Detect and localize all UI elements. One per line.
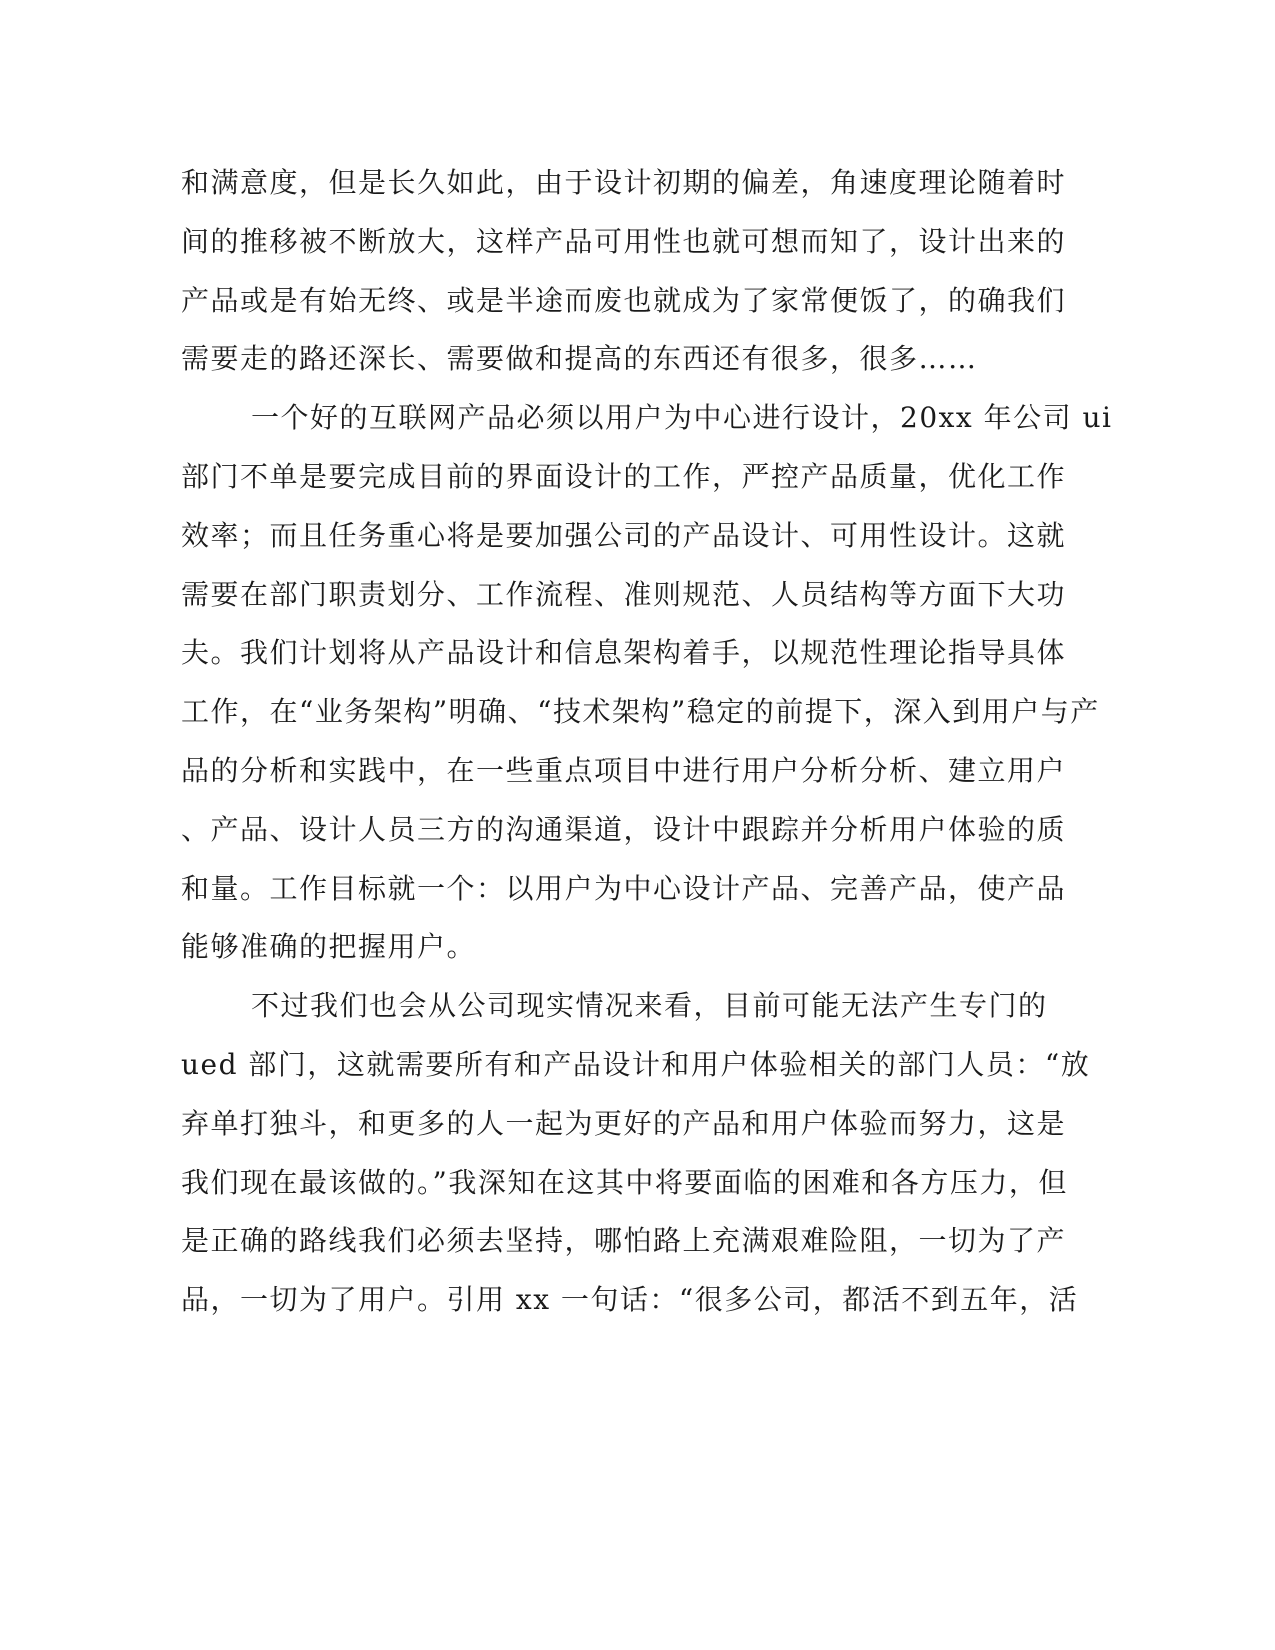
text-line: 需要在部门职责划分、工作流程、准则规范、人员结构等方面下大功 — [181, 577, 1067, 611]
text-line: 能够准确的把握用户。 — [181, 930, 477, 964]
text-line: 我们现在最该做的。”我深知在这其中将要面临的困难和各方压力，但 — [181, 1165, 1068, 1199]
text-line: 品，一切为了用户。引用 xx 一句话：“很多公司，都活不到五年，活 — [181, 1283, 1079, 1317]
text-line: ued 部门，这就需要所有和产品设计和用户体验相关的部门人员：“放 — [181, 1047, 1091, 1081]
text-line: 部门不单是要完成目前的界面设计的工作，严控产品质量，优化工作 — [181, 459, 1067, 493]
paragraph-first-line: 不过我们也会从公司现实情况来看，目前可能无法产生专门的 — [251, 989, 1048, 1023]
text-line: 和满意度，但是长久如此，由于设计初期的偏差，角速度理论随着时 — [181, 166, 1067, 199]
text-line: 品的分析和实践中，在一些重点项目中进行用户分析分析、建立用户 — [181, 753, 1067, 787]
paragraph-first-line: 一个好的互联网产品必须以用户为中心进行设计，20xx 年公司 ui — [251, 401, 1113, 435]
text-line: 需要走的路还深长、需要做和提高的东西还有很多，很多…… — [181, 342, 978, 376]
text-line: 效率；而且任务重心将是要加强公司的产品设计、可用性设计。这就 — [181, 518, 1067, 552]
text-line: 、产品、设计人员三方的沟通渠道，设计中跟踪并分析用户体验的质 — [181, 812, 1067, 846]
text-line: 产品或是有始无终、或是半途而废也就成为了家常便饭了，的确我们 — [181, 283, 1067, 317]
text-line: 间的推移被不断放大，这样产品可用性也就可想而知了，设计出来的 — [181, 224, 1067, 258]
text-line: 弃单打独斗，和更多的人一起为更好的产品和用户体验而努力，这是 — [181, 1106, 1067, 1140]
body-text — [181, 154, 1113, 1330]
text-line: 夫。我们计划将从产品设计和信息架构着手，以规范性理论指导具体 — [181, 636, 1067, 670]
text-line: 工作，在“业务架构”明确、“技术架构”稳定的前提下，深入到用户与产 — [181, 695, 1100, 729]
text-line: 和量。工作目标就一个：以用户为中心设计产品、完善产品，使产品 — [181, 871, 1067, 905]
text-line: 是正确的路线我们必须去坚持，哪怕路上充满艰难险阻，一切为了产 — [181, 1224, 1067, 1258]
